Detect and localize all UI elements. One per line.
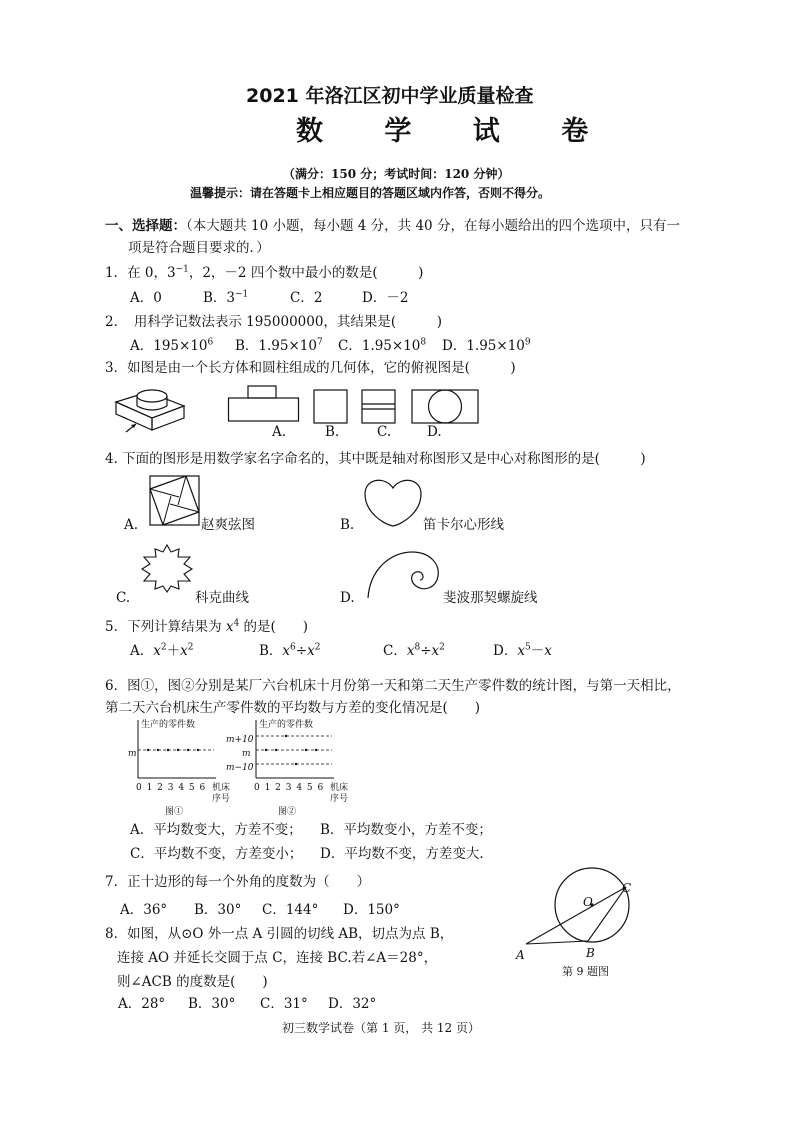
page-footer: 初三数学试卷（第 1 页， 共 12 页）: [282, 1021, 480, 1035]
q4-fibonacci-spiral-figure: [366, 550, 442, 600]
q3-option-b: B.: [325, 424, 340, 440]
q6-chart2-xlabel: 机床: [330, 783, 349, 793]
q5-option-c: C．$x^8\div x^2$: [383, 642, 445, 659]
q5-option-b: B．$x^6\div x^2$: [259, 642, 321, 659]
q7-option-a: A．36°: [120, 902, 168, 918]
q4-koch-curve-figure: [138, 543, 196, 593]
q6-chart2-mm-label: m−10: [226, 763, 254, 773]
q6-chart2-ylabel: 生产的零件数: [259, 720, 314, 730]
q4-stem: 4. 下面的图形是用数学家名字命名的，其中既是轴对称图形又是中心对称图形的是( ): [105, 451, 646, 467]
q5-option-a: A．$x^2+x^2$: [130, 642, 194, 659]
q4-option-d: D.: [340, 590, 355, 606]
q6-chart2-mp-label: m+10: [226, 735, 254, 745]
q5-option-d: D．$x^5-x$: [493, 642, 552, 659]
q7-option-c: C．144°: [262, 902, 319, 918]
q8-point-c: C: [622, 881, 632, 895]
q1-option-b: B．$3^{-1}$: [203, 289, 249, 306]
q4-option-d-name: 斐波那契螺旋线: [443, 590, 538, 606]
q6-chart1-ticks: 0 1 2 3 4 5 6: [136, 783, 207, 793]
q6-option-a: A．平均数变大，方差不变；: [130, 822, 302, 838]
q6-chart1-xlabel: 机床: [212, 783, 231, 793]
score-time: （满分：150 分；考试时间：120 分钟）: [283, 167, 510, 181]
q6-chart1-caption: 图①: [165, 807, 184, 817]
q3-option-d: D.: [427, 424, 442, 440]
q6-chart1-ylabel: 生产的零件数: [141, 720, 196, 730]
q3-option-c-figure: [361, 389, 397, 425]
q8-stem-line3: 则∠ACB 的度数是( ): [117, 974, 268, 990]
q3-option-d-figure: [411, 389, 479, 425]
q3-option-b-figure: [313, 389, 349, 425]
q2-option-a: A．$195\times 10^6$: [130, 337, 214, 354]
q4-cardioid-figure: [363, 476, 423, 528]
q2-stem: 2． 用科学记数法表示 195000000，其结果是( ): [105, 314, 442, 330]
section-heading: 一、选择题：（本大题共 10 小题，每小题 4 分，共 40 分，在每小题给出的四个选项中，只有一: [105, 218, 680, 234]
q4-option-c: C.: [116, 590, 131, 606]
q6-chart1-m-label: m: [128, 749, 137, 759]
q6-chart2-xlabel2: 序号: [330, 794, 349, 804]
q6-option-c: C．平均数不变，方差变小；: [130, 846, 303, 862]
q7-option-b: B．30°: [194, 902, 242, 918]
q6-chart2-ticks: 0 1 2 3 4 5 6: [254, 783, 325, 793]
q4-option-b-name: 笛卡尔心形线: [423, 517, 504, 533]
q3-stem: 3．如图是由一个长方体和圆柱组成的几何体，它的俯视图是( ): [105, 360, 516, 376]
q2-option-c: C．$1.95\times 10^8$: [338, 337, 427, 354]
q4-option-b: B.: [340, 517, 355, 533]
q2-option-b: B．$1.95\times 10^7$: [235, 337, 323, 354]
q4-zhao-shuang-figure: [149, 475, 201, 527]
q6-option-d: D．平均数不变，方差变大.: [320, 846, 484, 862]
section-desc: 项是符合题目要求的．）: [128, 240, 270, 256]
exam-title: 2021 年洛江区初中学业质量检查: [246, 85, 534, 107]
q6-option-b: B．平均数变小，方差不变；: [320, 822, 492, 838]
q3-option-a-figure: [228, 385, 300, 423]
q1-stem: 1．在 0，$3^{-1}$，2，－2 四个数中最小的数是( ): [105, 264, 424, 281]
q4-option-a: A.: [124, 517, 139, 533]
q4-option-c-name: 科克曲线: [195, 590, 249, 606]
q3-option-c: C.: [377, 424, 392, 440]
q8-option-a: A．28°: [118, 996, 166, 1012]
q2-option-d: D．$1.95\times 10^9$: [442, 337, 531, 354]
q8-option-d: D．32°: [328, 996, 377, 1012]
q1-option-c: C．2: [290, 290, 323, 306]
q3-solid-figure: [112, 386, 192, 436]
q6-chart2-caption: 图②: [278, 807, 297, 817]
q3-option-a: A.: [272, 424, 287, 440]
q8-point-o: O: [583, 895, 593, 909]
q7-stem: 7．正十边形的每一个外角的度数为（ ）: [105, 874, 371, 890]
q8-stem-line1: 8．如图，从⊙O 外一点 A 引圆的切线 AB，切点为点 B，: [105, 926, 454, 942]
q6-chart2-m-label: m: [242, 749, 251, 759]
q6-chart1-xlabel2: 序号: [212, 794, 231, 804]
q8-point-a: A: [516, 948, 525, 962]
exam-subtitle: 数 学 试 卷: [296, 116, 615, 147]
q1-option-a: A．0: [130, 290, 162, 306]
q8-option-b: B．30°: [188, 996, 236, 1012]
q7-option-d: D．150°: [343, 902, 400, 918]
q6-stem-line1: 6．图①，图②分别是某厂六台机床十月份第一天和第二天生产零件数的统计图，与第一天相比，: [105, 678, 681, 694]
q4-option-a-name: 赵爽弦图: [201, 517, 255, 533]
q5-stem: 5．下列计算结果为 $x^4$ 的是( ): [105, 618, 309, 635]
q6-stem-line2: 第二天六台机床生产零件数的平均数与方差的变化情况是( ): [105, 700, 481, 716]
q8-point-b: B: [586, 946, 595, 960]
q1-option-d: D．－2: [362, 290, 409, 306]
q8-option-c: C．31°: [260, 996, 308, 1012]
q8-figure-label: 第 9 题图: [562, 965, 609, 978]
exam-tip: 温馨提示：请在答题卡上相应题目的答题区域内作答，否则不得分。: [190, 186, 551, 200]
q8-stem-line2: 连接 AO 并延长交圆于点 C，连接 BC.若∠A＝28°，: [117, 950, 438, 966]
